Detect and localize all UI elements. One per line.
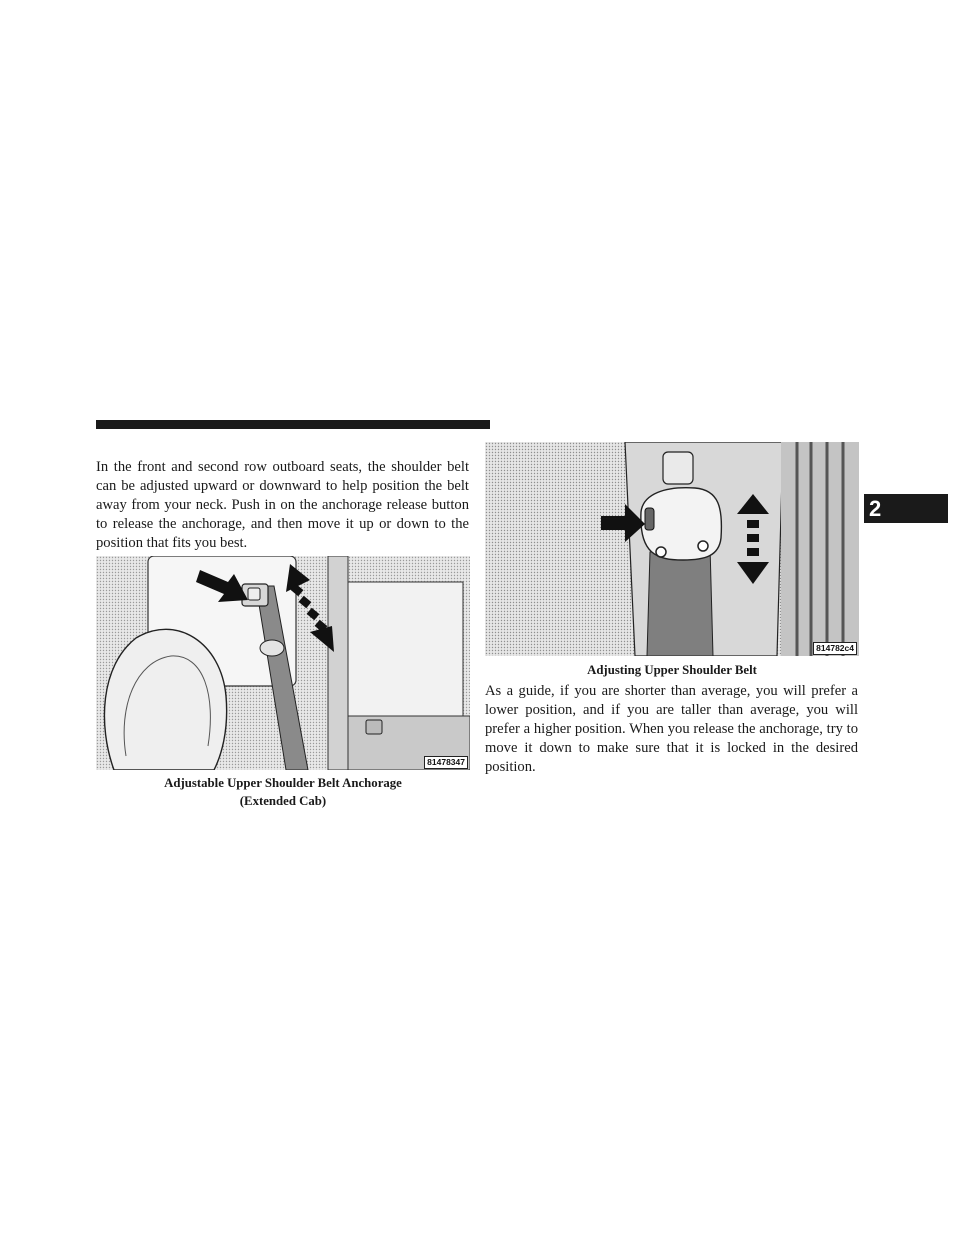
figure-caption: [96, 774, 470, 810]
figure-id-label: 814782c4: [813, 642, 857, 655]
adjusting-shoulder-belt-illustration: [485, 442, 859, 656]
extended-cab-belt-anchorage-illustration: [96, 556, 470, 770]
guide-paragraph: As a guide, if you are shorter than average, you will prefer a lower position, and if you are taller than average, you will prefer a higher position. When you release the anchorage, try to move it down to make sure that it is locked in the desired position.: [485, 683, 858, 775]
caption-line-2: (Extended Cab): [239, 794, 327, 808]
figure-id-label: 81478347: [424, 756, 468, 769]
chapter-tab[interactable]: 2: [864, 494, 948, 523]
section-rule: [96, 420, 490, 429]
figure-caption: Adjusting Upper Shoulder Belt: [587, 663, 757, 677]
intro-paragraph: In the front and second row outboard seats, the shoulder belt can be adjusted upward or downward to help position the belt away from your neck. Push in on the anchorage release button to release the anchorage, and then move it up or down to the position that fits you best.: [96, 459, 469, 551]
caption-line-1: Adjustable Upper Shoulder Belt Anchorage: [164, 776, 402, 790]
